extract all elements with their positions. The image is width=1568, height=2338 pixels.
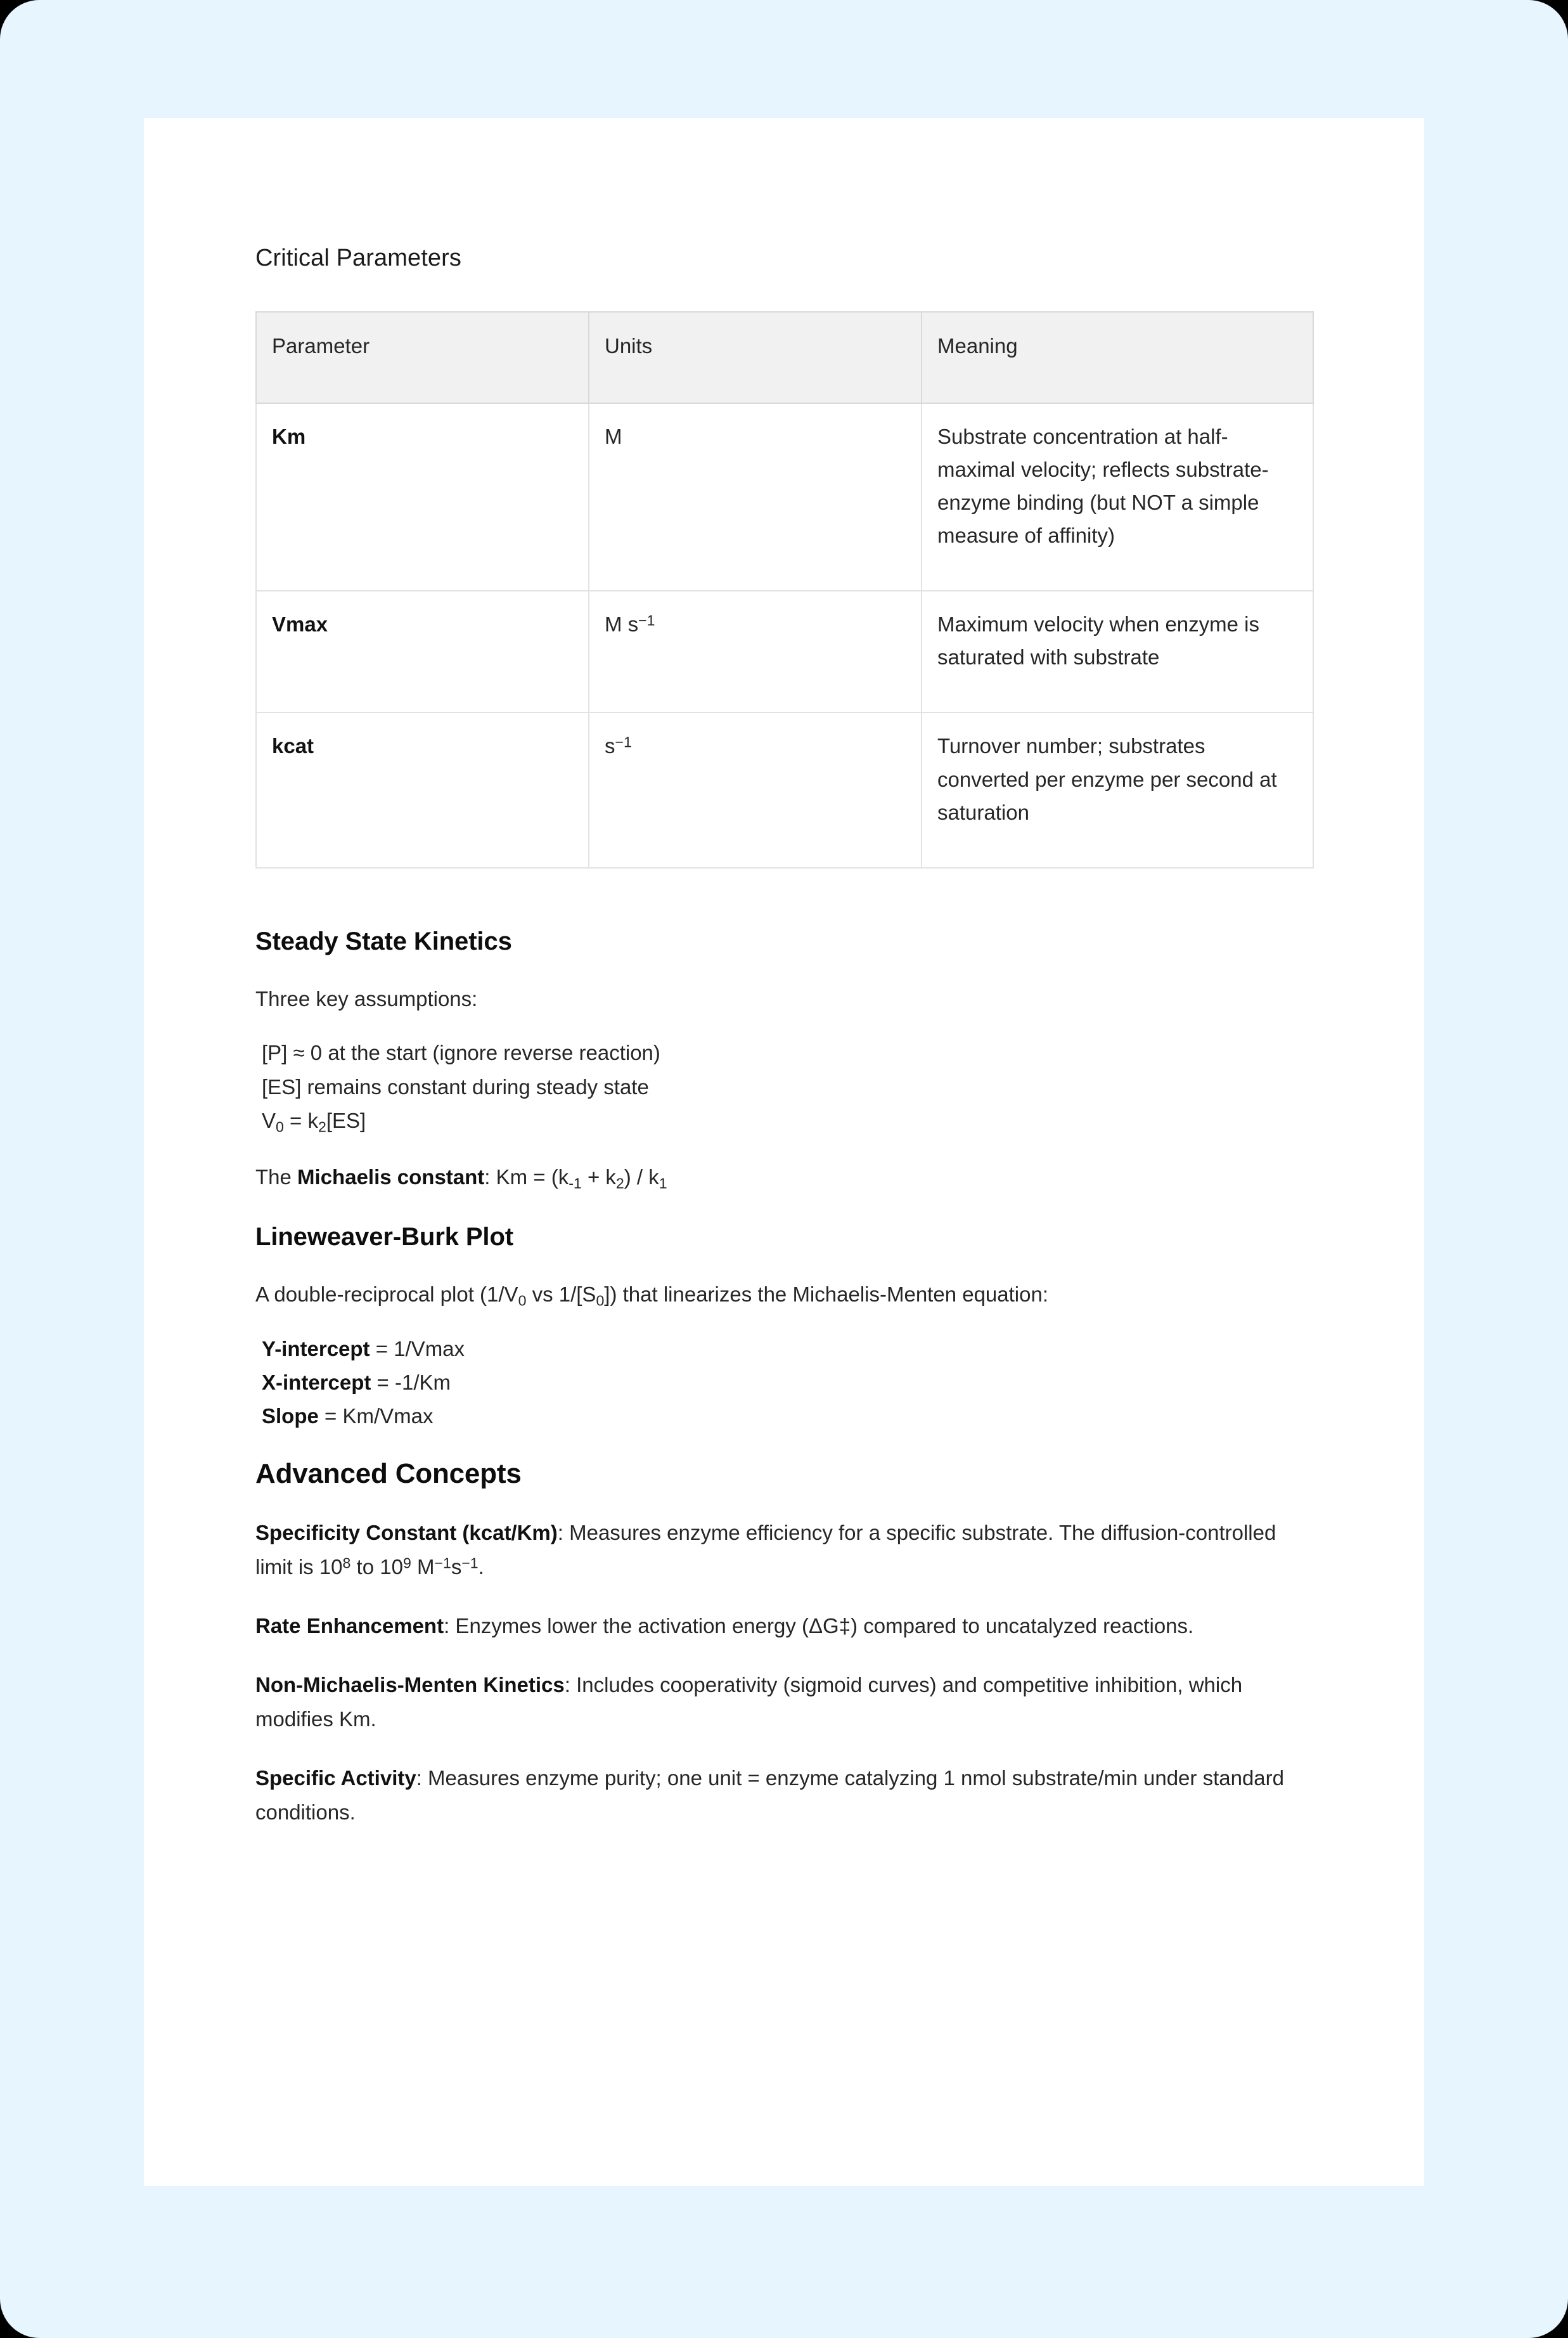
table-body [256,403,1313,868]
michaelis-constant-line: The Michaelis constant: $Km = (k_{-1} + k_2) / k_1$ [255,1165,667,1192]
cell-units: M $s^{-1}$ [589,591,922,713]
list-item: $V_0 = k_2[ES]$ [262,1109,366,1135]
spacer [255,958,1313,982]
spacer [255,1253,1313,1277]
heading-lineweaver-burk-plot: Lineweaver-Burk Plot [255,1223,514,1251]
spacer [255,274,1313,311]
spacer [255,1138,1313,1160]
critical-parameters-table [255,311,1314,869]
advanced-paragraph-non-michaelis-menten: Non-Michaelis-Menten Kinetics: Includes cooperativity (sigmoid curves) and competitive inhibition, which modifies Km. [255,1673,1243,1731]
advanced-paragraph-specificity-constant: Specificity Constant (kcat/Km): Measures enzyme efficiency for a specific substrate. The diffusion-controlled limit is $10^8$ to $10^9$ $M^{-1}s^{-1}$. [255,1521,1276,1579]
advanced-paragraph-rate-enhancement: Rate Enhancement: Enzymes lower the activation energy (ΔG‡) compared to uncatalyzed reactions. [255,1613,1194,1637]
page-title: Critical Parameters [255,245,461,271]
spacer [255,1643,1313,1668]
document-sheet [144,118,1424,2186]
steady-state-intro: Three key assumptions: [255,986,478,1011]
cell-meaning: Maximum velocity when enzyme is saturated with substrate [922,591,1313,713]
heading-steady-state-kinetics: Steady State Kinetics [255,927,512,955]
spacer [255,1736,1313,1761]
table-row [256,403,1313,591]
table-header-meaning: Meaning [922,312,1313,403]
list-item: [ES] remains constant during steady state [262,1075,649,1099]
cell-units: M [589,403,922,591]
list-item: [P] ≈ 0 at the start (ignore reverse reaction) [262,1041,660,1065]
spacer [255,869,1313,925]
table-header-units: Units [589,312,922,403]
lineweaver-description: A double-reciprocal plot ($1/V_0$ vs $1/[S_0]$) that linearizes the Michaelis-Menten equation: [255,1282,1048,1309]
spacer [255,1584,1313,1609]
spacer [255,1312,1313,1332]
table-header-row [256,312,1313,403]
list-item: Slope = Km/Vmax [262,1404,434,1428]
spacer [255,1492,1313,1516]
document-content [255,242,1313,1829]
cell-parameter: kcat [256,713,589,867]
spacer [255,1433,1313,1456]
cell-meaning: Substrate concentration at half-maximal velocity; reflects substrate-enzyme binding (but NOT a simple measure of affinity) [922,403,1313,591]
spacer [255,1016,1313,1036]
list-item: X-intercept = -1/Km [262,1370,451,1394]
table-head [256,312,1313,403]
table-header-parameter: Parameter [256,312,589,403]
cell-meaning: Turnover number; substrates converted per enzyme per second at saturation [922,713,1313,867]
table-row [256,713,1313,867]
lineweaver-properties-list [255,1332,1313,1433]
table-row [256,591,1313,713]
spacer [255,1194,1313,1220]
advanced-paragraph-specific-activity: Specific Activity: Measures enzyme purity; one unit = enzyme catalyzing 1 nmol substrate/min under standard conditions. [255,1766,1284,1824]
steady-state-assumptions-list [255,1036,1313,1137]
cell-parameter: Km [256,403,589,591]
cell-parameter: Vmax [256,591,589,713]
cell-units: $s^{-1}$ [589,713,922,867]
list-item: Y-intercept = 1/Vmax [262,1336,465,1360]
heading-advanced-concepts: Advanced Concepts [255,1457,522,1489]
